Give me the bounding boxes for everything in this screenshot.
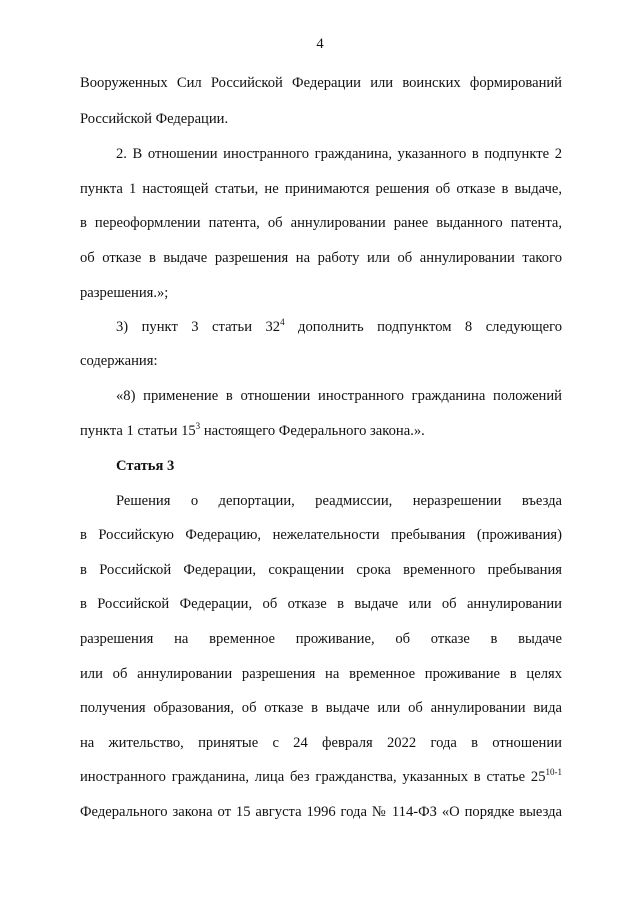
text-line (80, 284, 562, 302)
line-text: пункта 1 статьи 15 (80, 423, 196, 439)
line-text: в Российскую Федерацию, нежелательности пребывания (проживания) (80, 527, 562, 543)
line-text: об отказе в выдаче разрешения на работу или об аннулировании такого (80, 250, 562, 266)
text-line (116, 492, 562, 510)
line-text: иностранного гражданина, лица без гражданства, указанных в статье 25 (80, 769, 546, 785)
line-text: получения образования, об отказе в выдаче или об аннулировании вида (80, 700, 562, 716)
line-text: на жительство, принятые с 24 февраля 2022 года в отношении (80, 735, 562, 751)
text-line (80, 595, 562, 613)
text-line (80, 526, 562, 544)
line-text: дополнить подпунктом 8 следующего (284, 319, 562, 335)
superscript: 4 (280, 317, 285, 327)
line-text: в Российской Федерации, сокращении срока временного пребывания (80, 562, 562, 578)
line-text: 3) пункт 3 статьи 32 (116, 319, 281, 335)
line-text: 2. В отношении иностранного гражданина, указанного в подпункте 2 (116, 146, 562, 162)
superscript: 3 (195, 421, 201, 431)
line-text: Федерального закона от 15 августа 1996 года № 114-ФЗ «О порядке выезда (80, 804, 562, 820)
superscript: 10-1 (545, 767, 562, 777)
text-line (80, 803, 562, 821)
line-text: настоящего Федерального закона.». (200, 423, 425, 439)
text-line (80, 422, 562, 440)
line-text: Российской Федерации. (80, 111, 229, 127)
line-text: или об аннулировании разрешения на временное проживание в целях (80, 666, 562, 682)
text-line (80, 768, 562, 786)
line-text: Статья 3 (116, 458, 175, 474)
text-line (80, 630, 562, 648)
line-text: в Российской Федерации, об отказе в выдаче или об аннулировании (80, 596, 562, 612)
text-line (80, 561, 562, 579)
text-line (116, 318, 562, 336)
text-line (80, 249, 562, 267)
line-text: в переоформлении патента, об аннулировании ранее выданного патента, (80, 215, 562, 231)
text-line (80, 214, 562, 232)
text-line (80, 110, 562, 128)
text-line (116, 387, 562, 405)
line-text: пункта 1 настоящей статьи, не принимаются решения об отказе в выдаче, (80, 181, 562, 197)
text-line (116, 145, 562, 163)
line-text: разрешения на временное проживание, об отказе в выдаче (80, 631, 562, 647)
line-text: содержания: (80, 353, 158, 369)
line-text: «8) применение в отношении иностранного гражданина положений (116, 388, 562, 404)
page-number: 4 (316, 36, 324, 52)
text-line (80, 180, 562, 198)
text-line (80, 352, 562, 370)
line-text: Решения о депортации, реадмиссии, неразрешении въезда (116, 493, 562, 509)
text-line (80, 699, 562, 717)
text-line (80, 665, 562, 683)
line-text: разрешения.»; (80, 285, 169, 301)
text-line (80, 74, 562, 92)
text-line (80, 734, 562, 752)
article-heading (116, 457, 562, 475)
line-text: Вооруженных Сил Российской Федерации или воинских формирований (80, 75, 562, 91)
